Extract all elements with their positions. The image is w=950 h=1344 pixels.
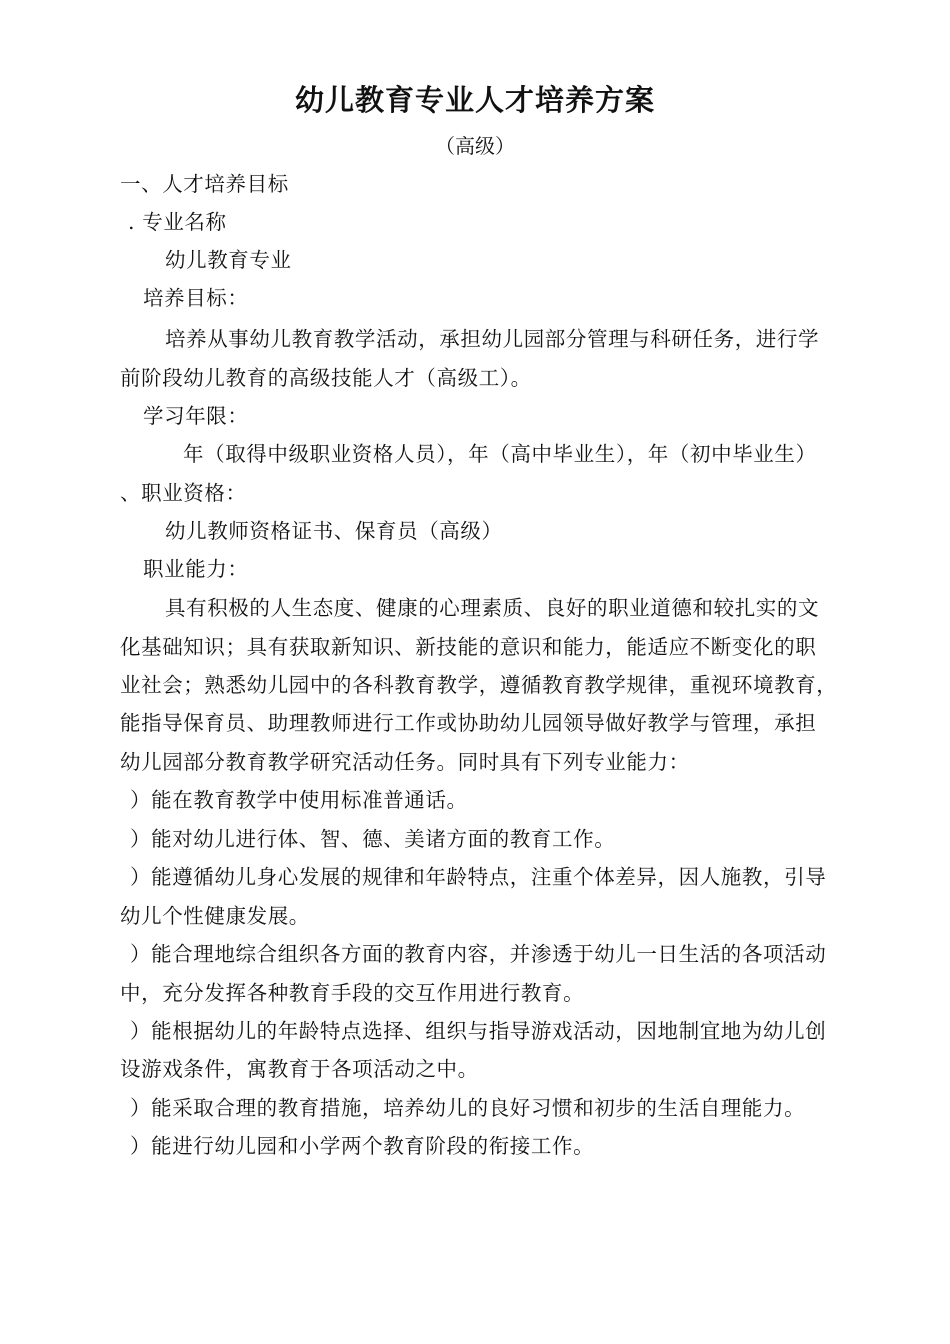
list-item: ）能对幼儿进行体、智、德、美诸方面的教育工作。	[130, 827, 616, 851]
list-item: ）能根据幼儿的年龄特点选择、组织与指导游戏活动，因地制宜地为幼儿创	[130, 1019, 827, 1043]
list-item: ）能在教育教学中使用标准普通话。	[130, 788, 468, 812]
paragraph-line: 培养从事幼儿教育教学活动，承担幼儿园部分管理与科研任务，进行学	[165, 327, 820, 351]
paragraph-line: 具有积极的人生态度、健康的心理素质、良好的职业道德和较扎实的文	[165, 596, 820, 620]
paragraph-line: 能指导保育员、助理教师进行工作或协助幼儿园领导做好教学与管理，承担	[120, 711, 817, 735]
paragraph-line: 化基础知识；具有获取新知识、新技能的意识和能力，能适应不断变化的职	[120, 635, 817, 659]
paragraph-line: 培养目标：	[143, 286, 249, 310]
document-subtitle: （高级）	[435, 134, 515, 158]
section-heading: 一、人才培养目标	[120, 172, 289, 196]
list-item: ）能遵循幼儿身心发展的规律和年龄特点，注重个体差异，因人施教，引导	[130, 865, 827, 889]
paragraph-line: 幼儿教育专业	[165, 248, 292, 272]
paragraph-line: 业社会；熟悉幼儿园中的各科教育教学，遵循教育教学规律，重视环境教育，	[120, 673, 838, 697]
paragraph-line: 幼儿个性健康发展。	[120, 904, 310, 928]
paragraph-line: . 专业名称	[128, 210, 227, 234]
list-item: ）能进行幼儿园和小学两个教育阶段的衔接工作。	[130, 1134, 595, 1158]
paragraph-line: 中，充分发挥各种教育手段的交互作用进行教育。	[120, 981, 585, 1005]
paragraph-line: 幼儿教师资格证书、保育员（高级）	[165, 519, 503, 543]
paragraph-line: 、职业资格：	[120, 481, 247, 505]
paragraph-line: 学习年限：	[143, 404, 249, 428]
list-item: ）能合理地综合组织各方面的教育内容，并渗透于幼儿一日生活的各项活动	[130, 942, 827, 966]
document-title: 幼儿教育专业人才培养方案	[294, 83, 655, 117]
paragraph-line: 设游戏条件，寓教育于各项活动之中。	[120, 1057, 479, 1081]
paragraph-line: 职业能力：	[143, 557, 249, 581]
paragraph-line: 年（取得中级职业资格人员），年（高中毕业生），年（初中毕业生）	[183, 442, 817, 466]
list-item: ）能采取合理的教育措施，培养幼儿的良好习惯和初步的生活自理能力。	[130, 1096, 806, 1120]
paragraph-line: 幼儿园部分教育教学研究活动任务。同时具有下列专业能力：	[120, 750, 690, 774]
paragraph-line: 前阶段幼儿教育的高级技能人才（高级工）。	[120, 366, 532, 390]
